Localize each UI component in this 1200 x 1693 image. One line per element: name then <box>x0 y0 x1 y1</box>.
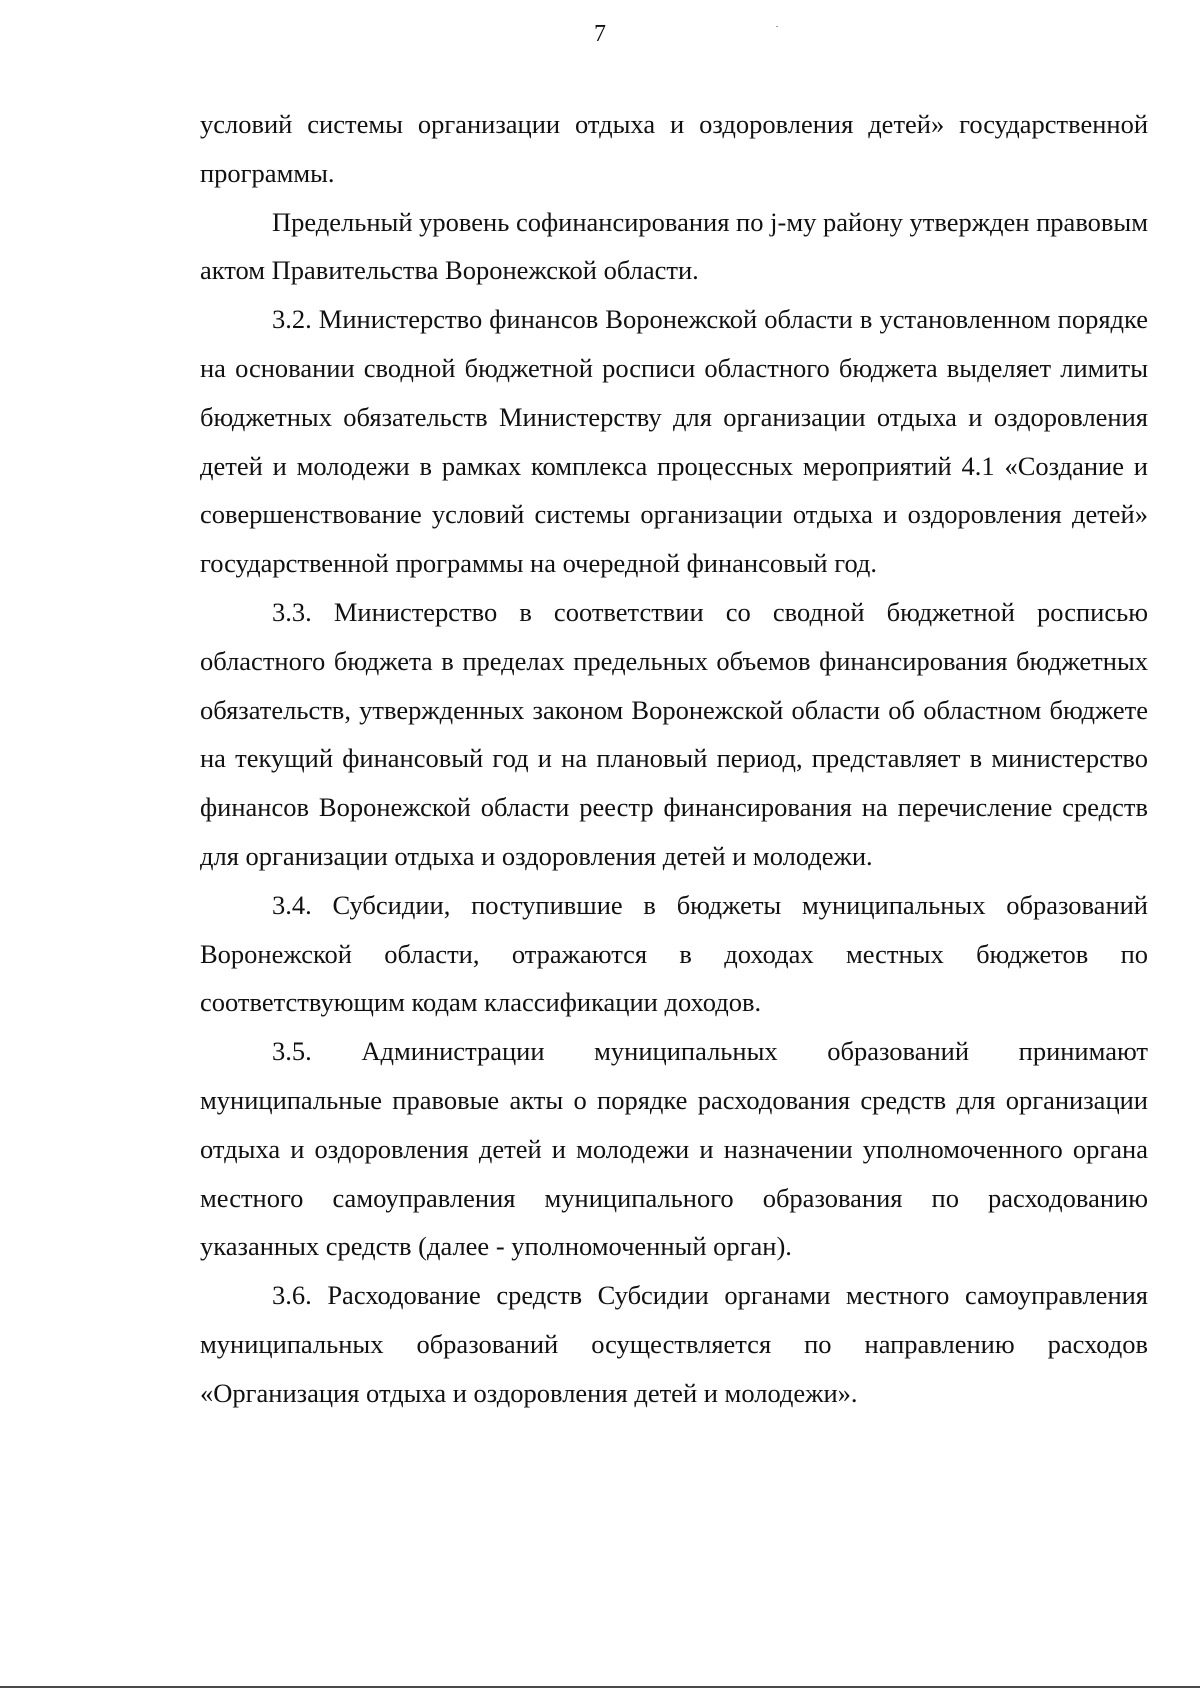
paragraph-cofinancing-level: Предельный уровень софинансирования по j-му району утвержден правовым актом Правительства Воронежской области. <box>200 206 1148 286</box>
paragraph-3-3: 3.3. Министерство в соответствии со сводной бюджетной росписью областного бюджета в пределах предельных объемов финансирования бюджетных обязательств, утвержденных законом Воронежской области об областном бюджете на текущий финансовый год и на плановый период, представляет в министерство финансов Воронежской области реестр финансирования на перечисление средств для организации отдыха и оздоровления детей и молодежи. <box>200 596 1148 871</box>
scan-artifact <box>776 26 778 27</box>
paragraph-3-5: 3.5. Администрации муниципальных образований принимают муниципальные правовые акты о порядке расходования средств для организации отдыха и оздоровления детей и молодежи и назначении уполномоченного органа местного самоуправления муниципального образования по расходованию указанных средств (далее - уполномоченный орган). <box>200 1036 1148 1262</box>
page-bottom-rule <box>0 1686 1200 1688</box>
paragraph-continuation: условий системы организации отдыха и оздоровления детей» государственной программы. <box>200 109 1148 188</box>
paragraph-3-2: 3.2. Министерство финансов Воронежской области в установленном порядке на основании сводной бюджетной росписи областного бюджета выделяет лимиты бюджетных обязательств Министерству для организации отдыха и оздоровления детей и молодежи в рамках комплекса процессных мероприятий 4.1 «Создание и совершенствование условий системы организации отдыха и оздоровления детей» государственной программы на очередной финансовый год. <box>200 304 1148 579</box>
document-body <box>200 100 1148 1418</box>
paragraph-3-6: 3.6. Расходование средств Субсидии органами местного самоуправления муниципальных образований осуществляется по направлению расходов «Организация отдыха и оздоровления детей и молодежи». <box>200 1280 1148 1408</box>
paragraph-3-4: 3.4. Субсидии, поступившие в бюджеты муниципальных образований Воронежской области, отражаются в доходах местных бюджетов по соответствующим кодам классификации доходов. <box>200 889 1148 1018</box>
page-number: 7 <box>594 21 606 47</box>
